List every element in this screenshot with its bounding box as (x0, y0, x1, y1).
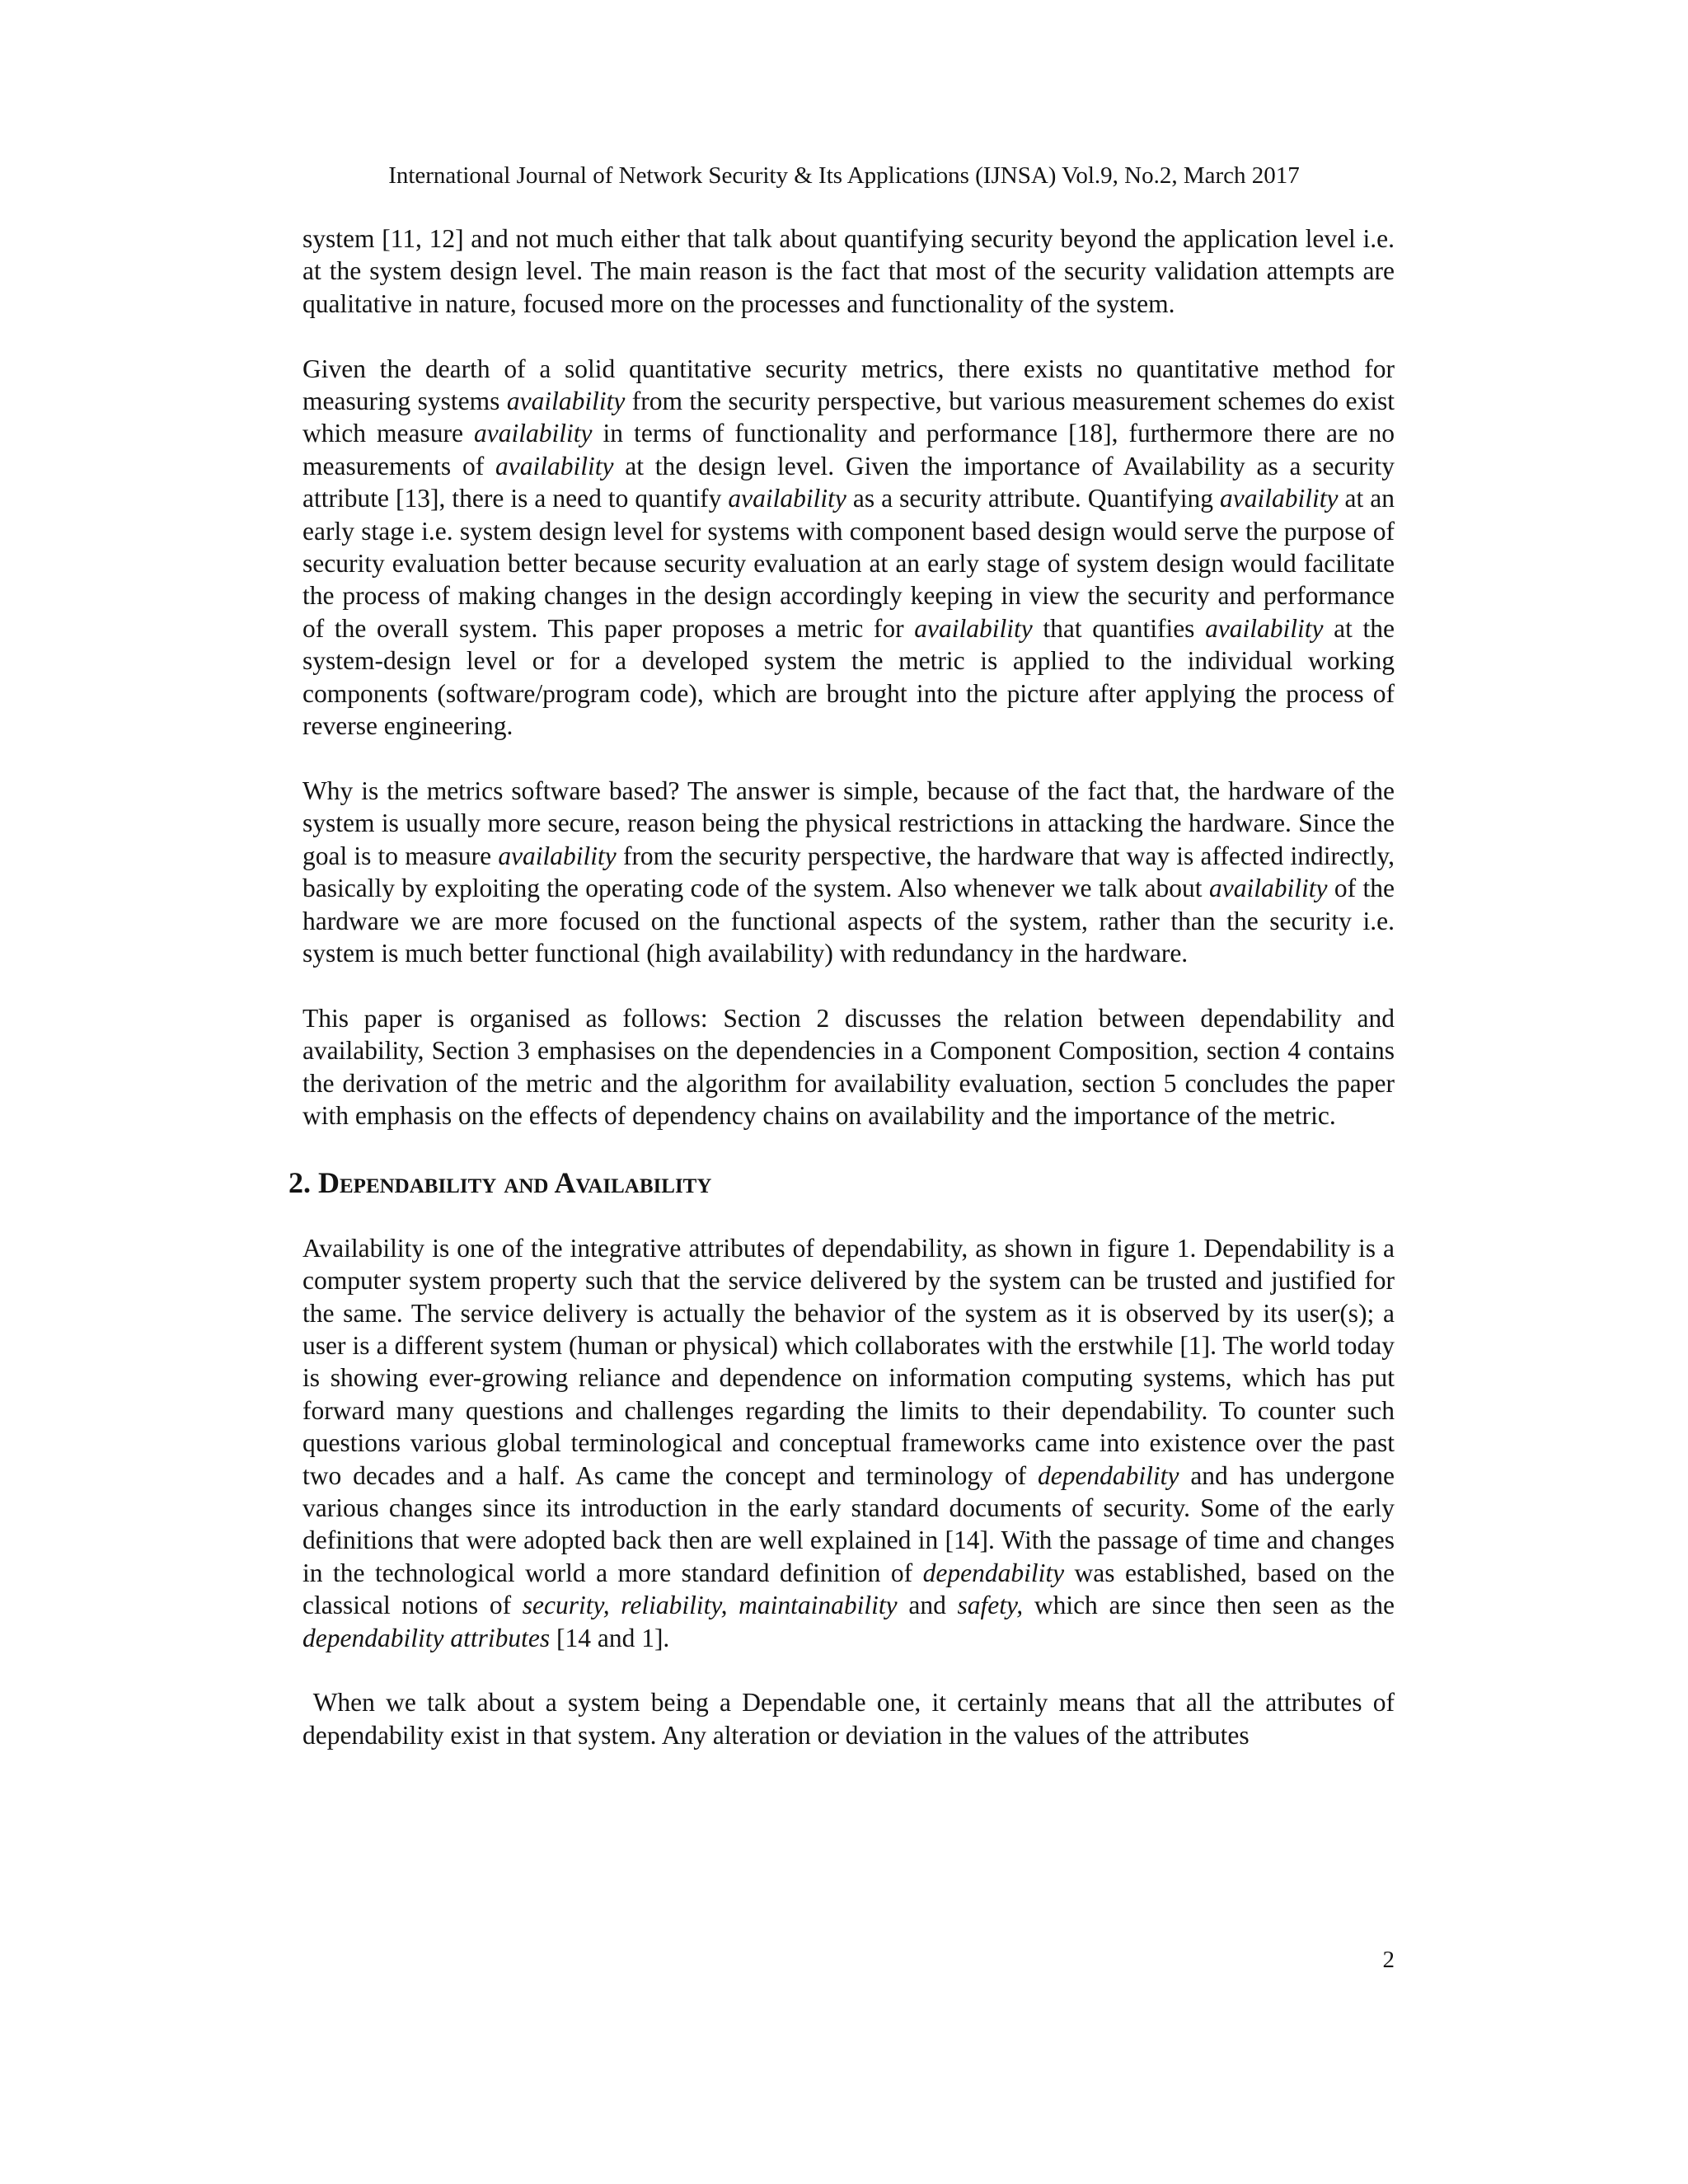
emphasis-term: availability (1220, 484, 1339, 513)
emphasis-term: dependability attributes (302, 1623, 551, 1652)
emphasis-term: availability (495, 451, 614, 480)
emphasis-term: availability (506, 387, 626, 416)
section-heading-dependability-availability: 2. Dependability and Availability (288, 1165, 712, 1199)
emphasis-term: availability (498, 841, 617, 870)
emphasis-term: availability (914, 613, 1033, 643)
emphasis-term: availability (474, 419, 593, 448)
paragraph-dependability-definition: Availability is one of the integrative attributes of dependability, as shown in figure 1. Dependability is a computer system property such that the service delivered by the system can be trusted and justified for the same. The service delivery is actually the behavior of the system as it is observed by its user(s); a user is a different system (human or physical) which collaborates with the erstwhile [1]. The world today is showing ever-growing reliance and dependence on information computing systems, which has put forward many questions and challenges regarding the limits to their dependability. To counter such questions various global terminological and conceptual frameworks came into existence over the past two decades and a half. As came the concept and terminology of dependability and has undergone various changes since its introduction in the early standard documents of security. Some of the early definitions that were adopted back then are well explained in [14]. With the passage of time and changes in the technological world a more standard definition of dependability was established, based on the classical notions of security, reliability, maintainability and safety, which are since then seen as the dependability attributes [14 and 1]. (302, 1233, 1395, 1652)
paragraph-dependable-system: When we talk about a system being a Dependable one, it certainly means that all the attributes of dependability exist in that system. Any alteration or deviation in the values of the attributes (302, 1688, 1395, 1750)
emphasis-term: availability (728, 484, 846, 513)
emphasis-term: safety, (957, 1591, 1024, 1620)
emphasis-term: availability (1205, 613, 1324, 643)
running-header: International Journal of Network Security & Its Applications (IJNSA) Vol.9, No.2, March 2017 (388, 162, 1300, 189)
paragraph-quantitative-metrics: Given the dearth of a solid quantitative security metrics, there exists no quantitative method for measuring systems availability from the security perspective, but various measurement schemes do exist which measure availability in terms of functionality and performance [18], furthermore there are no measurements of availability at the design level. Given the importance of Availability as a security attribute [13], there is a need to quantify availability as a security attribute. Quantifying availability at an early stage i.e. system design level for systems with component based design would serve the purpose of security evaluation better because security evaluation at an early stage of system design would facilitate the process of making changes in the design accordingly keeping in view the security and performance of the overall system. This paper proposes a metric for availability that quantifies availability at the system-design level or for a developed system the metric is applied to the individual working components (software/program code), which are brought into the picture after applying the process of reverse engineering. (302, 354, 1395, 741)
paragraph-intro-continued: system [11, 12] and not much either that talk about quantifying security beyond the application level i.e. at the system design level. The main reason is the fact that most of the security validation attempts are qualitative in nature, focused more on the processes and functionality of the system. (302, 224, 1395, 318)
section-number: 2. (288, 1165, 311, 1199)
emphasis-term: dependability (922, 1558, 1065, 1587)
paragraph-software-based: Why is the metrics software based? The answer is simple, because of the fact that, the hardware of the system is usually more secure, reason being the physical restrictions in attacking the hardware. Since the goal is to measure availability from the security perspective, the hardware that way is affected indirectly, basically by exploiting the operating code of the system. Also whenever we talk about availability of the hardware we are more focused on the functional aspects of the system, rather than the security i.e. system is much better functional (high availability) with redundancy in the hardware. (302, 776, 1395, 968)
emphasis-term: security, reliability, maintainability (522, 1591, 898, 1620)
page-number: 2 (1382, 1947, 1395, 1973)
emphasis-term: dependability (1037, 1460, 1179, 1490)
emphasis-term: availability (1208, 874, 1328, 903)
paragraph-organisation: This paper is organised as follows: Section 2 discusses the relation between dependability and availability, Section 3 emphasises on the dependencies in a Component Composition, section 4 contains the derivation of the metric and the algorithm for availability evaluation, section 5 concludes the paper with emphasis on the effects of dependency chains on availability and the importance of the metric. (302, 1003, 1395, 1130)
page-body (288, 223, 1395, 1751)
